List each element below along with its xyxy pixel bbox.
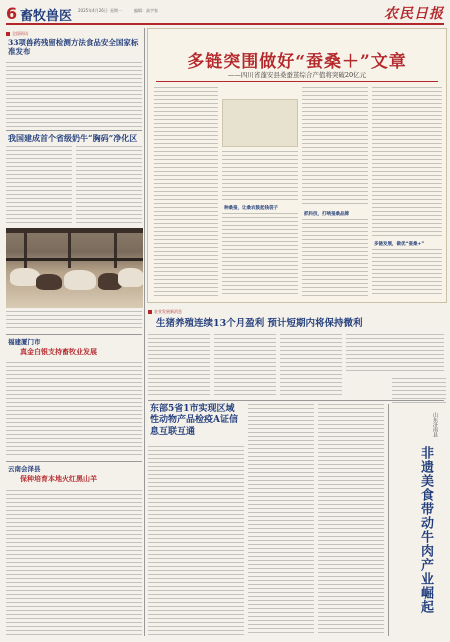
- article-subtitle-huize: 保种培育本地火红黑山羊: [20, 474, 97, 483]
- article-body: [346, 334, 444, 374]
- column-divider: [144, 28, 145, 636]
- feature-subhead-3: 多链发展，做优“蚕桑+”: [374, 242, 425, 247]
- divider: [6, 130, 142, 131]
- feature-article: [147, 28, 447, 303]
- article-body: [214, 334, 276, 396]
- article-title-xiamen: 福建厦门市: [8, 338, 41, 346]
- vertical-title-beef: 非遗美食带动牛肉产业崛起: [418, 446, 433, 614]
- feature-subhead-1: 种桑蚕，让桑农鼓起钱袋子: [224, 206, 278, 211]
- article-body: [6, 146, 72, 224]
- feature-body-col4: [372, 87, 442, 237]
- photo-caption: [6, 311, 142, 331]
- page-number: 6: [6, 4, 18, 23]
- feature-body-col3b: [302, 219, 368, 297]
- feature-subhead-2: 抓科技，打响蚕桑品牌: [304, 212, 349, 217]
- article-body: [248, 404, 314, 636]
- article-body: [280, 334, 342, 396]
- title-rule: [156, 81, 438, 82]
- article-title-huize: 云南会泽县: [8, 465, 41, 473]
- article-body: [318, 404, 384, 636]
- feature-inset: [222, 99, 298, 147]
- article-title-pig-profit: 生猪养殖连续13个月盈利 预计短期内将保持微利: [156, 318, 363, 329]
- feature-title: 多链突围做好“蚕桑＋”文章: [187, 52, 407, 72]
- feature-subtitle: ——四川省蓬安县桑蚕茧综合产值将突破20亿元: [227, 71, 367, 79]
- cattle-photo: [6, 228, 143, 308]
- article-title-vet-standards: 33项兽药残留检测方法食品安全国家标准发布: [8, 38, 139, 57]
- issue-weekday: 星期一: [110, 8, 122, 13]
- article-subtitle-xiamen: 真金白银支持畜牧业发展: [20, 347, 97, 356]
- section-title: 畜牧兽医: [20, 9, 73, 24]
- section-tag: 农业发展新消息: [148, 309, 182, 315]
- section-tag: 全国资讯: [6, 31, 28, 37]
- masthead: [6, 3, 444, 25]
- article-body: [6, 490, 142, 636]
- article-body: [6, 62, 142, 128]
- column-divider: [388, 404, 389, 636]
- article-body: [392, 378, 446, 404]
- editor-credit: 编辑：高宇家: [134, 8, 158, 13]
- feature-body-col2b: [222, 213, 298, 297]
- article-body: [6, 362, 142, 458]
- article-body: [148, 334, 210, 396]
- feature-body-col2: [222, 151, 298, 201]
- issue-date: 2025年4月26日: [78, 8, 108, 13]
- divider: [6, 334, 142, 335]
- feature-body-col3: [302, 87, 368, 207]
- paper-logo: 农民日报: [384, 6, 444, 22]
- article-body: [148, 446, 244, 636]
- article-title-quarantine: 东部5省1市实现区域性动物产品检疫A证信息互联互通: [150, 404, 238, 437]
- vertical-kicker: 山东济南县: [432, 412, 438, 437]
- divider: [6, 461, 142, 462]
- article-body: [76, 146, 142, 224]
- feature-body-col4b: [372, 249, 442, 297]
- feature-body-col1: [154, 87, 218, 297]
- article-title-dairy: 我国建成首个省级奶牛“胸码”净化区: [8, 133, 138, 143]
